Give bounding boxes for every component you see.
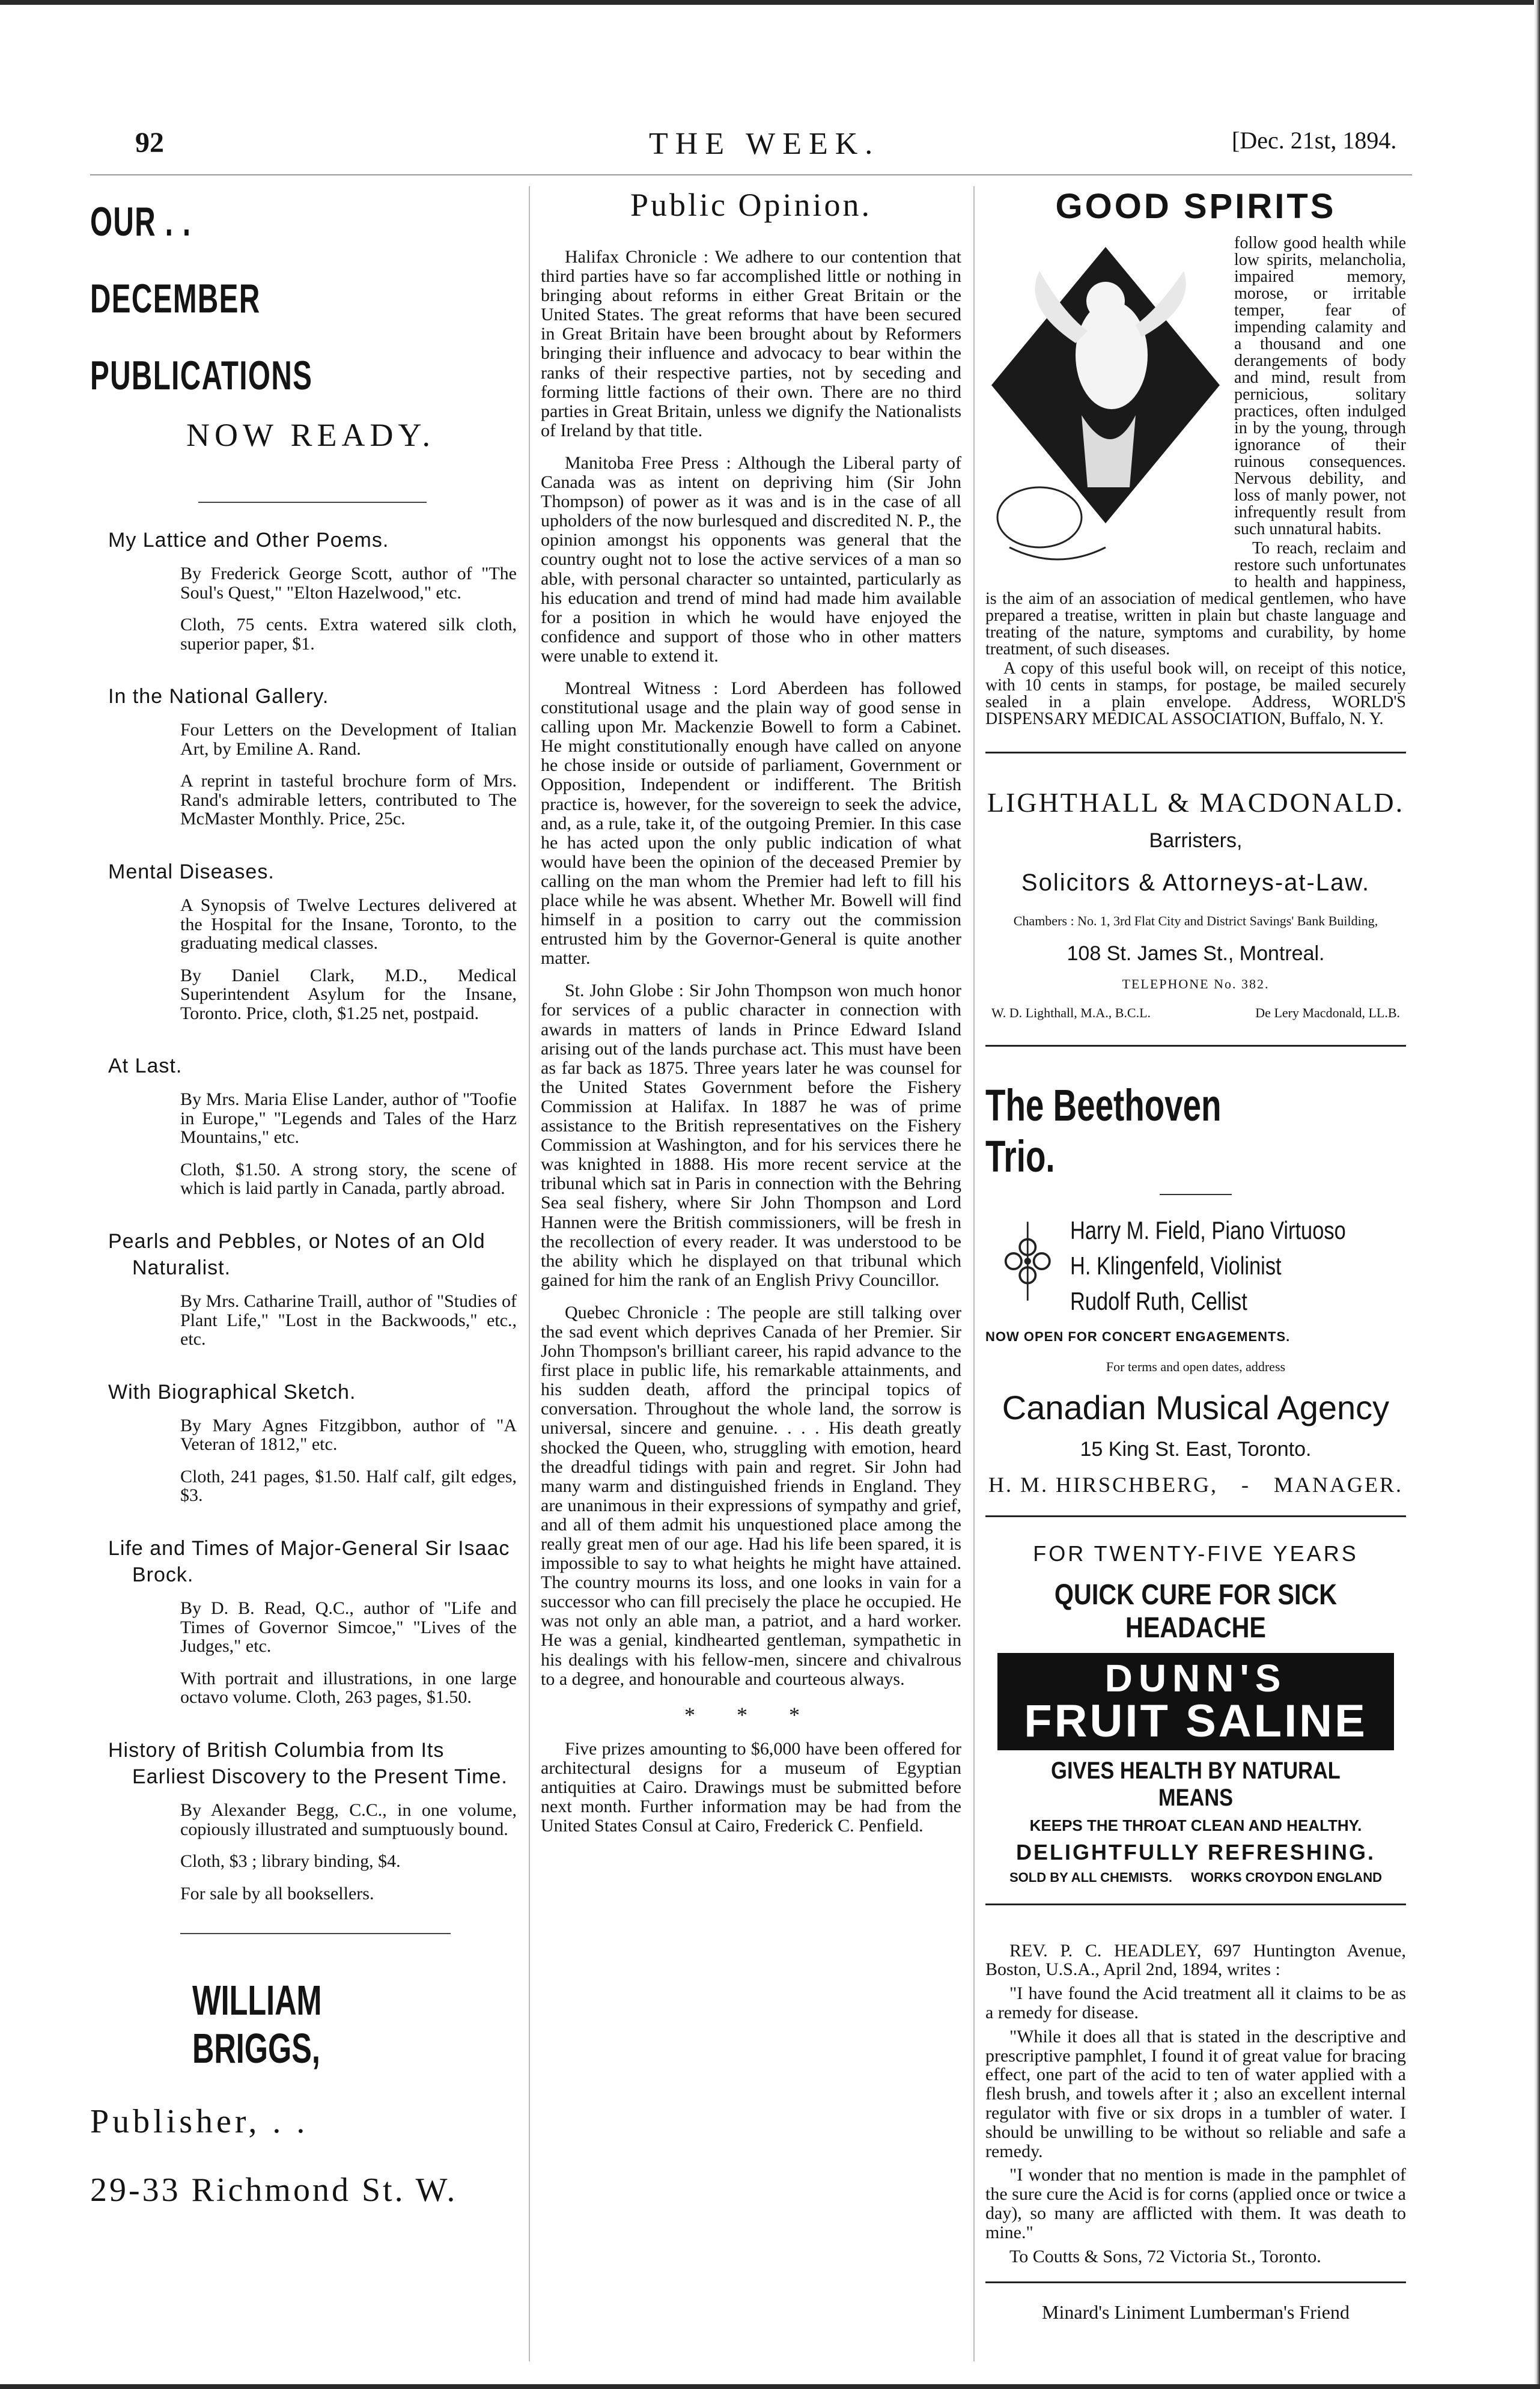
testimonial-paragraph: REV. P. C. HEADLEY, 697 Huntington Avenue, Boston, U.S.A., April 2nd, 1894, writes : (985, 1940, 1406, 1980)
article-paragraph: Halifax Chronicle : We adhere to our contention that third parties have so far accomplished little or nothing in bringing about reforms in either Great Britain or the United States. The great reforms that have been secured in Great Britain have been brought about by Reformers bringing their influence and advocacy to bear within the ranks of their respective parties, not by seceding and forming little factions of their own. There are no third parties in Great Britain, unless we dignify the Nationalists of Ireland by that title. (541, 247, 961, 440)
book-entry (90, 859, 517, 1023)
book-list (90, 527, 517, 1903)
partner-name: De Lery Macdonald, LL.B. (1255, 1005, 1400, 1021)
now-ready: NOW READY. (186, 417, 436, 453)
ad-headline: QUICK CURE FOR SICK HEADACHE (1054, 1578, 1338, 1644)
title-line-3: PUBLICATIONS (90, 353, 313, 398)
book-description: By Mrs. Catharine Traill, author of "Studies of Plant Life," "Lost in the Backwoods," etc., etc. (180, 1291, 517, 1350)
manager-dash: - (1241, 1472, 1251, 1497)
book-entry (90, 683, 517, 829)
minard-ad: Minard's Liniment Lumberman's Friend (1042, 2301, 1350, 2324)
brand-name: DUNN'S (1104, 1656, 1287, 1700)
book-title: Life and Times of Major-General Sir Isaac Brock. (108, 1536, 510, 1586)
ad-body (985, 235, 1406, 728)
terms-note: For terms and open dates, address (1106, 1359, 1286, 1374)
book-description: A Synopsis of Twelve Lectures delivered at the Hospital for the Insane, Toronto, to the graduating medical classes. (180, 895, 517, 954)
book-description: By Alexander Begg, C.C., in one volume, copiously illustrated and sumptuously bound. (180, 1800, 517, 1839)
book-title: In the National Gallery. (108, 685, 329, 708)
title-line-1: OUR . . (90, 199, 192, 245)
book-description: Cloth, $1.50. A strong story, the scene of which is laid partly in Canada, partly abroad. (180, 1159, 517, 1199)
article-paragraph: Five prizes amounting to $6,000 have been offered for architectural designs for a museum of Egyptian antiquities at Cairo. Drawings must be submitted before next month. Further information may be had from the United States Consul at Cairo, Frederick C. Penfield. (541, 1738, 961, 1836)
book-entry (90, 1228, 517, 1349)
lighthall-ad (985, 787, 1406, 1021)
journal-title: THE WEEK. (649, 127, 880, 161)
flower-ornament-icon (985, 1213, 1070, 1309)
ad-text: A copy of this useful book will, on receipt of this notice, with 10 cents in stamps, for postage, be mailed securely sealed in a plain envelope. Address, WORLD'S DISPENSARY MEDICAL ASSOCIATION, Buffalo, N. Y. (985, 659, 1406, 728)
beethoven-trio-ad (985, 1080, 1406, 1497)
title-line-2: DECEMBER (90, 276, 261, 321)
agency-name: Canadian Musical Agency (1002, 1388, 1390, 1426)
ad-claim: KEEPS THE THROAT CLEAN AND HEALTHY. (1029, 1816, 1362, 1834)
book-entry (90, 1053, 517, 1198)
book-description: By D. B. Read, Q.C., author of "Life and Times of Governor Simcoe," "Lives of the Judges," etc. (180, 1598, 517, 1657)
testimonial-paragraph: To Coutts & Sons, 72 Victoria St., Toronto. (1009, 2246, 1321, 2266)
book-description: Cloth, 241 pages, $1.50. Half calf, gilt edges, $3. (180, 1466, 517, 1506)
member-list (1070, 1213, 1406, 1319)
book-description: By Mary Agnes Fitzgibbon, author of "A Veteran of 1812," etc. (180, 1415, 517, 1455)
public-opinion-column (541, 180, 961, 1849)
book-description: Four Letters on the Development of Italian Art, by Emiline A. Rand. (180, 720, 517, 759)
trio-member: Rudolf Ruth, Cellist (1070, 1286, 1247, 1315)
divider (985, 2281, 1406, 2283)
publisher-address: 29-33 Richmond St. W. (90, 2171, 458, 2209)
ad-claim: DELIGHTFULLY REFRESHING. (1015, 1839, 1376, 1864)
trio-member: Harry M. Field, Piano Virtuoso (1070, 1216, 1346, 1245)
book-title: My Lattice and Other Poems. (108, 529, 389, 552)
testimonial-paragraph: "I have found the Acid treatment all it claims to be as a remedy for disease. (985, 1983, 1406, 2022)
book-description: By Frederick George Scott, author of "The Soul's Quest," "Elton Hazelwood," etc. (180, 564, 517, 603)
acid-testimonial (985, 1941, 1406, 2266)
header-rule (90, 174, 1412, 175)
book-title: With Biographical Sketch. (108, 1380, 356, 1404)
column-divider-right (973, 186, 975, 2361)
firm-address: 108 St. James St., Montreal. (1067, 942, 1325, 966)
engagement-notice: NOW OPEN FOR CONCERT ENGAGEMENTS. (985, 1328, 1291, 1344)
divider (180, 1933, 451, 1934)
book-title: Mental Diseases. (108, 860, 275, 883)
manager-name: H. M. HIRSCHBERG, (988, 1472, 1219, 1497)
brand-box (997, 1653, 1394, 1750)
trio-members (985, 1213, 1406, 1319)
ad-footer (985, 1870, 1406, 1885)
testimonial-paragraph: "I wonder that no mention is made in the pamphlet of the sure cure the Acid is for corns (applied once or twice a day), so many are afflicted with them. It was death to mine." (985, 2165, 1406, 2242)
book-title: Pearls and Pebbles, or Notes of an Old Naturalist. (108, 1229, 485, 1279)
book-entry (90, 1379, 517, 1505)
book-title: History of British Columbia from Its Earliest Discovery to the Present Time. (108, 1738, 508, 1788)
ad-tagline: FOR TWENTY-FIVE YEARS (1033, 1541, 1359, 1566)
firm-role: Solicitors & Attorneys-at-Law. (1021, 869, 1371, 896)
article-paragraph: Quebec Chronicle : The people are still talking over the sad event which deprives Canada of her Premier. Sir John Thompson's brilliant career, his rapid advance to the first place in public life, his remarkable attainments, and his sudden death, afford the principal topics of conversation. Throughout the whole land, the sorrow is universal, sincere and genuine. . . . His death greatly shocked the Queen, who, struggling with emotion, heard the dreadful tidings with pain and regret. Sir John had many warm and distinguished friends in England. They are unanimous in their expressions of sympathy and grief, and all of them admit his unquestioned place among the really great men of our age. Had his life been spared, it is impossible to say to what heights he might have attained. The country mourns its loss, and one looks in vain for a successor who can fill precisely the place he occupied. He was not only an able man, a patriot, and a hard worker. He was a genial, kindhearted gentleman, sympathetic in his dealings with his fellow-men, sincere and chivalrous to a degree, and honourable and courteous always. (541, 1302, 961, 1689)
book-entry (90, 1535, 517, 1707)
divider (985, 752, 1406, 753)
book-description: By Daniel Clark, M.D., Medical Superintendent Asylum for the Insane, Toronto. Price, cloth, $1.25 net, postpaid. (180, 965, 517, 1023)
ad-claim: GIVES HEALTH BY NATURAL MEANS (1051, 1757, 1341, 1811)
article-paragraph: St. John Globe : Sir John Thompson won much honor for services of a public character in connection with awards in matters of lands in Prince Edward Island arising out of the lands purchase act. This must have been as far back as 1875. Three years later he was counsel for the United States Government before the Fishery Commission at Halifax. In 1887 he was of prime assistance to the British representatives on the Fishery Commission at Washington, and for his services there he was knighted in 1888. His more recent service at the tribunal which sat in Paris in connection with the Behring Sea seal fishery, where Sir John Thompson and Lord Hannen were the British commissioners, will be fresh in the recollection of every reader. It was understood to be the ability which he displayed on that tribunal which gained for him the rank of an English Privy Councillor. (541, 981, 961, 1290)
page-edge-shadow (1534, 0, 1540, 2389)
firm-name: LIGHTHALL & MACDONALD. (987, 787, 1405, 818)
column-divider-left (529, 186, 530, 2361)
divider (985, 1045, 1406, 1047)
top-border (0, 0, 1540, 5)
section-separator: * * * (684, 1702, 818, 1727)
divider (985, 1904, 1406, 1905)
firm-partners (985, 1005, 1406, 1021)
dunns-fruit-saline-ad (985, 1541, 1406, 1885)
page-number: 92 (135, 127, 164, 159)
divider (198, 502, 427, 503)
angel-illustration (985, 235, 1226, 571)
agency-address: 15 King St. East, Toronto. (1080, 1437, 1312, 1461)
works-note: WORKS CROYDON ENGLAND (1191, 1869, 1382, 1885)
book-description: A reprint in tasteful brochure form of Mrs. Rand's admirable letters, contributed to The McMaster Monthly. Price, 25c. (180, 771, 517, 829)
book-description: By Mrs. Maria Elise Lander, author of "Toofie in Europe," "Legends and Tales of the Harz Mountains," etc. (180, 1089, 517, 1148)
publisher-label: Publisher, . . (90, 2103, 309, 2141)
issue-date: [Dec. 21st, 1894. (1232, 127, 1397, 154)
good-spirits-ad (985, 186, 1406, 728)
publications-column (90, 180, 517, 2209)
firm-telephone: TELEPHONE No. 382. (1122, 976, 1270, 992)
partner-name: W. D. Lighthall, M.A., B.C.L. (991, 1005, 1151, 1021)
book-description: Cloth, 75 cents. Extra watered silk cloth, superior paper, $1. (180, 615, 517, 654)
article-paragraph: Montreal Witness : Lord Aberdeen has followed constitutional usage and the plain way of good sense in calling upon Mr. Mackenzie Bowell to form a Cabinet. He might constitutionally enough have called on anyone he chose inside or outside of parliament, Government or Opposition, Independent or indifferent. The British practice is, however, for the sovereign to seek the advice, and, as a rule, take it, of the outgoing Premier. In this case he has acted upon the only public indication of what would have been the opinion of the deceased Premier by calling on the man whom the Premier had left to fill his place while he was absent. Whether Mr. Bowell will find himself in a position to carry out the commission entrusted him by the Governor-General is quite another matter. (541, 678, 961, 969)
advertisements-column (985, 180, 1406, 2324)
book-description: For sale by all booksellers. (180, 1883, 374, 1904)
divider (985, 1515, 1406, 1517)
sold-note: SOLD BY ALL CHEMISTS. (1009, 1869, 1172, 1885)
manager-label: MANAGER. (1273, 1472, 1403, 1497)
book-description: With portrait and illustrations, in one large octavo volume. Cloth, 263 pages, $1.50. (180, 1668, 517, 1708)
book-entry (90, 1737, 517, 1903)
ad-text: To reach, reclaim and restore such unfortunates to health and happiness, is the aim of an association of medical gentlemen, who have prepared a treatise, written in plain but chaste language and treating of the nature, symptoms and curability, by home treatment, of such diseases. (985, 539, 1406, 659)
testimonial-paragraph: "While it does all that is stated in the descriptive and prescriptive pamphlet, I found it of great value for bracing effect, one part of the acid to ten of water applied with a flesh brush, and towels after it ; also an excellent internal regulator with five or six drops in a tumbler of water. I should be unwilling to be without so reliable and safe a remedy. (985, 2026, 1406, 2161)
agency-manager (985, 1472, 1406, 1497)
product-name: FRUIT SALINE (1024, 1695, 1368, 1747)
book-description: Cloth, $3 ; library binding, $4. (180, 1851, 401, 1872)
trio-member: H. Klingenfeld, Violinist (1070, 1252, 1282, 1280)
publisher-name: WILLIAM BRIGGS, (192, 1977, 322, 2072)
book-title: At Last. (108, 1055, 183, 1078)
section-title: Public Opinion. (630, 187, 872, 223)
ad-text: follow good health while low spirits, melancholia, impaired memory, morose, or irritable temper, fear of impending calamity and a thousand and one derangements of body and mind, result from pernicious, solitary practices, often indulged in by the young, through ignorance of their ruinous consequences. Nervous debility, and loss of manly power, not infrequently result from such unnatural habits. (1234, 234, 1406, 538)
bottom-border (0, 2384, 1540, 2389)
firm-role: Barristers, (1149, 829, 1243, 852)
ad-title: The Beethoven Trio. (985, 1080, 1222, 1182)
article-paragraph: Manitoba Free Press : Although the Liberal party of Canada was as intent on depriving him (Sir John Thompson) of power as it was and is in the case of all upholders of the now burlesqued and discredited N. P., the opinion amongst his opponents was general that the country ought not to lose the active services of a man so able, with personal character so untainted, particularly as his education and trend of mind had made him available for a position in which he would have enjoyed the confidence and support of those who in other matters were unable to extend it. (541, 452, 961, 666)
firm-chambers: Chambers : No. 1, 3rd Flat City and District Savings' Bank Building, (1013, 913, 1378, 928)
divider (1160, 1194, 1232, 1195)
ad-title: GOOD SPIRITS (1055, 187, 1336, 226)
book-entry (90, 527, 517, 653)
